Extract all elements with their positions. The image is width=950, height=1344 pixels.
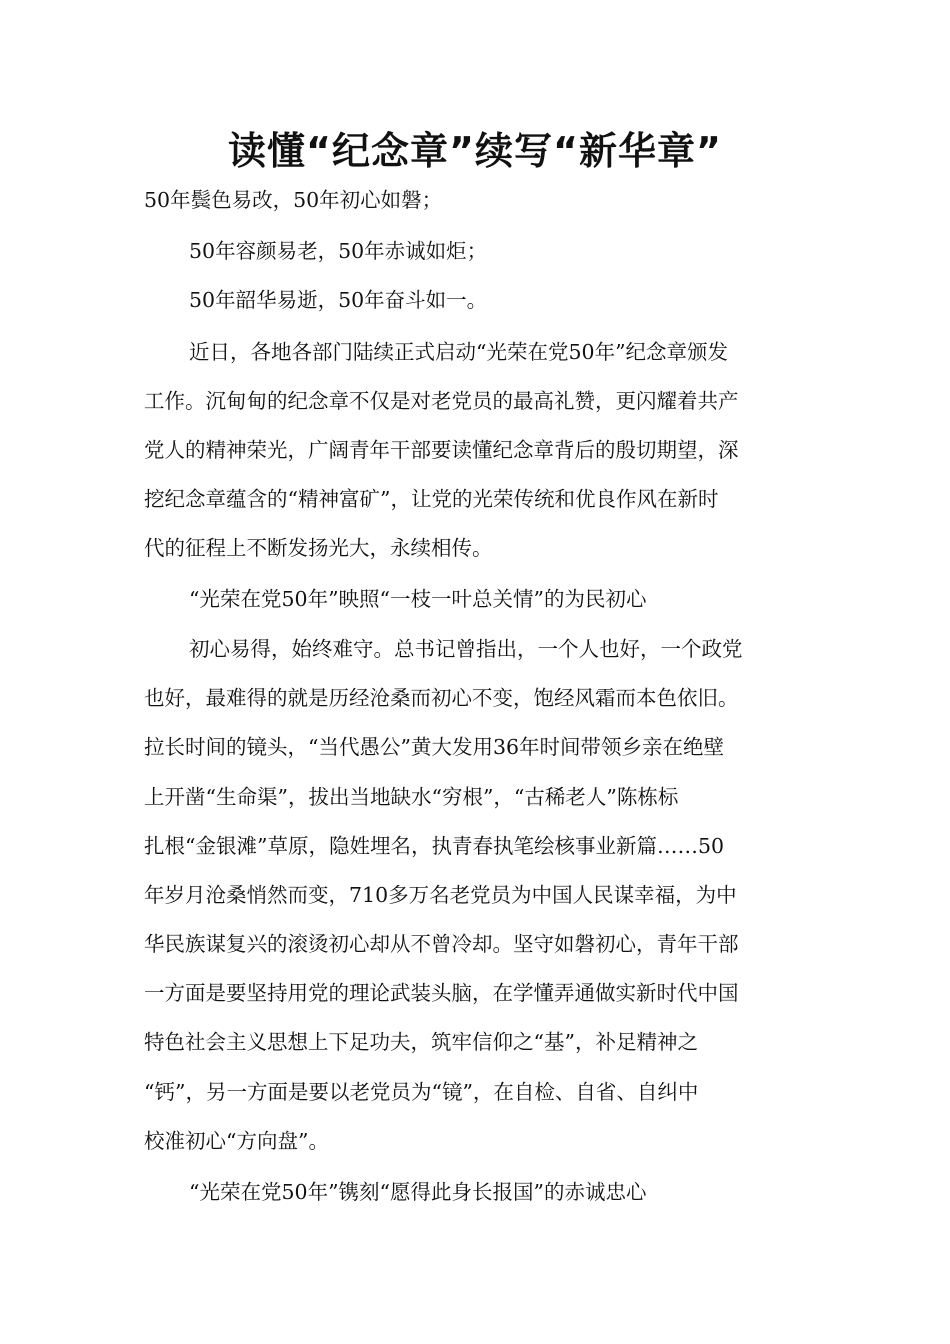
text-line: 近日，各地各部门陆续正式启动“光荣在党50年”纪念章颁发 [189, 340, 729, 364]
text-line: 特色社会主义思想上下足功夫，筑牢信仰之“基”，补足精神之 [144, 1030, 698, 1054]
text-line: 挖纪念章蕴含的“精神富矿”，让党的光荣传统和优良作风在新时 [144, 487, 719, 511]
text-line: 上开凿“生命渠”，拔出当地缺水“穷根”，“古稀老人”陈栋标 [144, 785, 679, 809]
text-line: 拉长时间的镜头，“当代愚公”黄大发用36年时间带领乡亲在绝壁 [144, 735, 725, 759]
text-line: 50年韶华易逝，50年奋斗如一。 [189, 288, 488, 312]
text-line: 代的征程上不断发扬光大，永续相传。 [144, 536, 493, 560]
text-line: 初心易得，始终难守。总书记曾指出，一个人也好，一个政党 [189, 637, 743, 661]
text-line: 年岁月沧桑悄然而变，710多万名老党员为中国人民谋幸福，为中 [144, 883, 737, 907]
text-line: 党人的精神荣光，广阔青年干部要读懂纪念章背后的殷切期望，深 [144, 438, 739, 462]
text-line: 50年鬓色易改，50年初心如磐； [144, 188, 443, 212]
text-line: 一方面是要坚持用党的理论武装头脑，在学懂弄通做实新时代中国 [144, 981, 739, 1005]
text-line: 校准初心“方向盘”。 [144, 1129, 329, 1153]
text-line: “光荣在党50年”镌刻“愿得此身长报国”的赤诚忠心 [189, 1180, 647, 1204]
text-line: “光荣在党50年”映照“一枝一叶总关情”的为民初心 [189, 587, 647, 611]
text-line: 扎根“金银滩”草原，隐姓埋名，执青春执笔绘核事业新篇……50 [144, 834, 725, 858]
text-line: 华民族谋复兴的滚烫初心却从不曾冷却。坚守如磐初心，青年干部 [144, 932, 739, 956]
text-line: 也好，最难得的就是历经沧桑而初心不变，饱经风霜而本色依旧。 [144, 686, 739, 710]
text-line: “钙”，另一方面是要以老党员为“镜”，在自检、自省、自纠中 [144, 1080, 699, 1104]
text-line: 工作。沉甸甸的纪念章不仅是对老党员的最高礼赞，更闪耀着共产 [144, 389, 739, 413]
document-title: 读懂“纪念章”续写“新华章” [228, 129, 722, 173]
text-line: 50年容颜易老，50年赤诚如炬； [189, 239, 488, 263]
